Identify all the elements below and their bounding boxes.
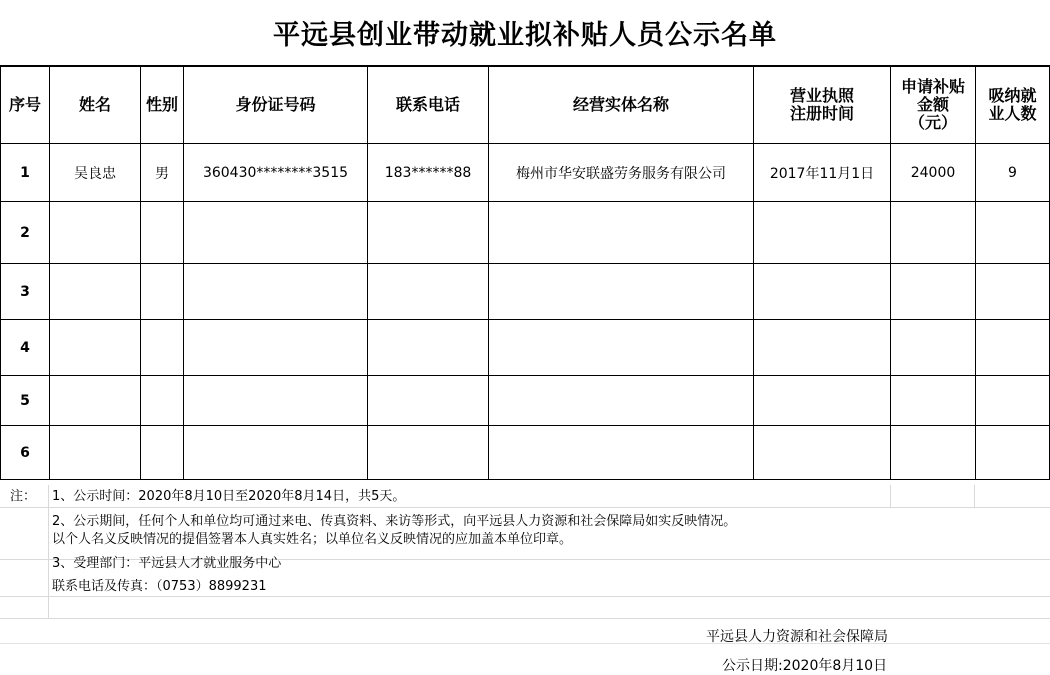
table-row xyxy=(1,320,1050,376)
cell-phone[interactable] xyxy=(368,320,489,376)
cell-amount[interactable] xyxy=(891,264,976,320)
header-reg-date[interactable]: 营业执照 注册时间 xyxy=(754,67,891,144)
cell-name[interactable] xyxy=(50,320,141,376)
header-employees[interactable]: 吸纳就 业人数 xyxy=(976,67,1050,144)
cell-id[interactable] xyxy=(184,376,368,426)
cell-reg-date[interactable] xyxy=(754,264,891,320)
cell-name[interactable] xyxy=(50,376,141,426)
cell-employees[interactable] xyxy=(976,426,1050,480)
cell-employees[interactable] xyxy=(976,202,1050,264)
cell-entity[interactable] xyxy=(489,202,754,264)
gridline xyxy=(0,507,1050,508)
gridline xyxy=(0,596,1050,597)
cell-no[interactable]: 6 xyxy=(1,426,50,480)
cell-no[interactable]: 4 xyxy=(1,320,50,376)
gridline xyxy=(0,643,1050,644)
table-row xyxy=(1,202,1050,264)
cell-gender[interactable]: 男 xyxy=(141,144,184,202)
footer-date: 公示日期:2020年8月10日 xyxy=(722,658,888,674)
gridline xyxy=(974,485,975,507)
cell-phone[interactable] xyxy=(368,202,489,264)
gridline xyxy=(48,485,49,618)
cell-entity[interactable] xyxy=(489,264,754,320)
header-name[interactable]: 姓名 xyxy=(50,67,141,144)
cell-name[interactable] xyxy=(50,264,141,320)
header-amount[interactable]: 申请补贴 金额 （元） xyxy=(891,67,976,144)
table-row xyxy=(1,264,1050,320)
cell-gender[interactable] xyxy=(141,202,184,264)
footer-organization: 平远县人力资源和社会保障局 xyxy=(706,629,888,645)
cell-no[interactable]: 5 xyxy=(1,376,50,426)
note-line-1: 1、公示时间：2020年8月10日至2020年8月14日，共5天。 xyxy=(52,489,406,504)
cell-reg-date[interactable]: 2017年11月1日 xyxy=(754,144,891,202)
note-line-5: 联系电话及传真：（0753）8899231 xyxy=(52,579,267,594)
cell-id[interactable] xyxy=(184,264,368,320)
cell-entity[interactable] xyxy=(489,320,754,376)
cell-reg-date[interactable] xyxy=(754,426,891,480)
note-line-3: 以个人名义反映情况的提倡签署本人真实姓名；以单位名义反映情况的应加盖本单位印章。 xyxy=(52,532,573,547)
cell-id[interactable] xyxy=(184,202,368,264)
subsidy-table xyxy=(0,66,1050,480)
cell-employees[interactable] xyxy=(976,376,1050,426)
cell-amount[interactable] xyxy=(891,202,976,264)
table-row xyxy=(1,426,1050,480)
cell-entity[interactable]: 梅州市华安联盛劳务服务有限公司 xyxy=(489,144,754,202)
cell-name[interactable] xyxy=(50,202,141,264)
cell-phone[interactable]: 183******88 xyxy=(368,144,489,202)
cell-employees[interactable]: 9 xyxy=(976,144,1050,202)
gridline xyxy=(0,618,1050,619)
cell-gender[interactable] xyxy=(141,264,184,320)
cell-id[interactable] xyxy=(184,426,368,480)
header-id[interactable]: 身份证号码 xyxy=(184,67,368,144)
table-row xyxy=(1,376,1050,426)
cell-name[interactable]: 吴良忠 xyxy=(50,144,141,202)
cell-entity[interactable] xyxy=(489,426,754,480)
page-title: 平远县创业带动就业拟补贴人员公示名单 xyxy=(0,0,1050,66)
cell-employees[interactable] xyxy=(976,320,1050,376)
cell-entity[interactable] xyxy=(489,376,754,426)
cell-no[interactable]: 3 xyxy=(1,264,50,320)
cell-name[interactable] xyxy=(50,426,141,480)
cell-amount[interactable]: 24000 xyxy=(891,144,976,202)
cell-id[interactable]: 360430********3515 xyxy=(184,144,368,202)
header-gender[interactable]: 性别 xyxy=(141,67,184,144)
cell-phone[interactable] xyxy=(368,426,489,480)
cell-id[interactable] xyxy=(184,320,368,376)
cell-amount[interactable] xyxy=(891,376,976,426)
cell-gender[interactable] xyxy=(141,376,184,426)
cell-reg-date[interactable] xyxy=(754,376,891,426)
header-entity[interactable]: 经营实体名称 xyxy=(489,67,754,144)
notes-label: 注： xyxy=(10,489,37,504)
gridline xyxy=(890,485,891,507)
cell-reg-date[interactable] xyxy=(754,320,891,376)
cell-employees[interactable] xyxy=(976,264,1050,320)
table-header-row xyxy=(1,67,1050,144)
cell-gender[interactable] xyxy=(141,320,184,376)
header-no[interactable]: 序号 xyxy=(1,67,50,144)
cell-reg-date[interactable] xyxy=(754,202,891,264)
table-row xyxy=(1,144,1050,202)
cell-amount[interactable] xyxy=(891,426,976,480)
note-line-2: 2、公示期间，任何个人和单位均可通过来电、传真资料、来访等形式，向平远县人力资源和社会保障局如实反映情况。 xyxy=(52,514,737,529)
cell-phone[interactable] xyxy=(368,264,489,320)
cell-gender[interactable] xyxy=(141,426,184,480)
cell-phone[interactable] xyxy=(368,376,489,426)
note-line-4: 3、受理部门：平远县人才就业服务中心 xyxy=(52,556,282,571)
cell-no[interactable]: 1 xyxy=(1,144,50,202)
cell-amount[interactable] xyxy=(891,320,976,376)
header-phone[interactable]: 联系电话 xyxy=(368,67,489,144)
cell-no[interactable]: 2 xyxy=(1,202,50,264)
